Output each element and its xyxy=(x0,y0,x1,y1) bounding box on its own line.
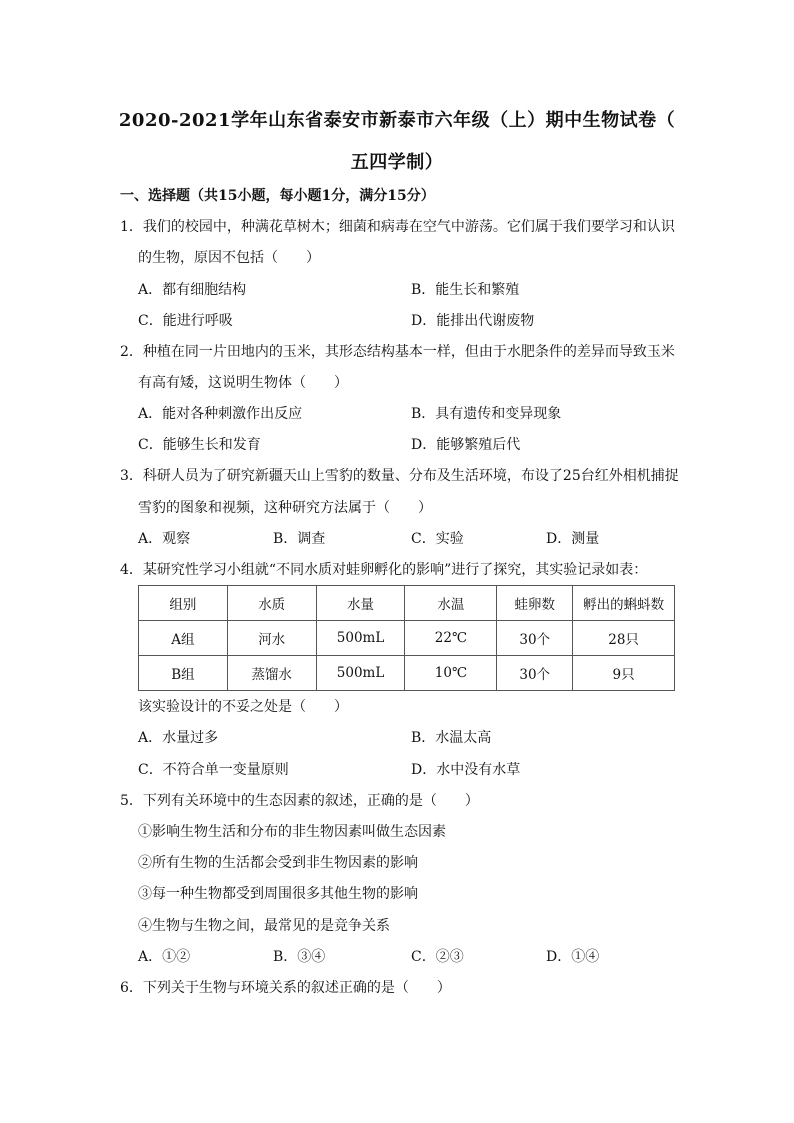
experiment-record-table xyxy=(138,585,675,691)
table-cell: 30个 xyxy=(497,656,573,691)
q1-option-b: B．能生长和繁殖 xyxy=(411,282,520,298)
section-heading: 一、选择题（共15小题，每小题1分，满分15分） xyxy=(120,188,435,204)
q4-option-c: C．不符合单一变量原则 xyxy=(138,762,289,778)
table-header-cell: 孵出的蝌蚪数 xyxy=(573,586,675,621)
table-cell: B组 xyxy=(139,656,228,691)
q1-stem-line1: 1．我们的校园中，种满花草树木；细菌和病毒在空气中游荡。它们属于我们要学习和认识 xyxy=(120,219,675,235)
q4-option-a: A．水量过多 xyxy=(138,730,219,746)
table-cell: 10℃ xyxy=(405,656,497,691)
q1-option-c: C．能进行呼吸 xyxy=(138,313,233,329)
q1-option-d: D．能排出代谢废物 xyxy=(411,313,535,329)
table-header-cell: 蛙卵数 xyxy=(497,586,573,621)
q2-option-d: D．能够繁殖后代 xyxy=(411,437,521,453)
q3-option-d: D．测量 xyxy=(546,531,600,547)
q4-option-b: B．水温太高 xyxy=(411,730,492,746)
table-cell: A组 xyxy=(139,621,228,656)
q1-option-a: A．都有细胞结构 xyxy=(138,282,247,298)
q2-option-a: A．能对各种刺激作出反应 xyxy=(138,406,303,422)
table-cell: 9只 xyxy=(573,656,675,691)
table-header-cell: 水质 xyxy=(227,586,316,621)
q5-option-c: C．②③ xyxy=(411,949,464,965)
table-header-cell: 水温 xyxy=(405,586,497,621)
q3-option-c: C．实验 xyxy=(411,531,464,547)
table-cell: 22℃ xyxy=(405,621,497,656)
table-cell: 河水 xyxy=(227,621,316,656)
q1-stem-line2: 的生物，原因不包括（ ） xyxy=(138,250,320,266)
table-cell: 500mL xyxy=(316,656,405,691)
table-cell: 500mL xyxy=(316,621,405,656)
q5-option-b: B．③④ xyxy=(273,949,326,965)
table-row xyxy=(139,621,675,656)
q4-stem-line1: 4．某研究性学习小组就“不同水质对蛙卵孵化的影响”进行了探究，其实验记录如表： xyxy=(120,562,648,578)
q2-stem-line1: 2．种植在同一片田地内的玉米，其形态结构基本一样，但由于水肥条件的差异而导致玉米 xyxy=(120,344,675,360)
q6-stem: 6．下列关于生物与环境关系的叙述正确的是（ ） xyxy=(120,980,451,996)
table-cell: 蒸馏水 xyxy=(227,656,316,691)
q5-option-a: A．①② xyxy=(138,949,191,965)
q5-stem: 5．下列有关环境中的生态因素的叙述，正确的是（ ） xyxy=(120,793,479,809)
q2-option-c: C．能够生长和发育 xyxy=(138,437,261,453)
exam-title-line1: 2020-2021学年山东省泰安市新泰市六年级（上）期中生物试卷（ xyxy=(118,110,676,131)
q5-statement-3: ③每一种生物都受到周围很多其他生物的影响 xyxy=(138,886,418,902)
table-header-row xyxy=(139,586,675,621)
table-header-cell: 组别 xyxy=(139,586,228,621)
q3-option-a: A．观察 xyxy=(138,531,191,547)
q5-statement-1: ①影响生物生活和分布的非生物因素叫做生态因素 xyxy=(138,824,446,840)
q4-stem-line2: 该实验设计的不妥之处是（ ） xyxy=(138,699,348,715)
q4-option-d: D．水中没有水草 xyxy=(411,762,521,778)
q3-stem-line2: 雪豹的图象和视频，这种研究方法属于（ ） xyxy=(138,500,432,516)
q2-option-b: B．具有遗传和变异现象 xyxy=(411,406,562,422)
q5-option-d: D．①④ xyxy=(546,949,600,965)
table-row xyxy=(139,656,675,691)
q3-stem-line1: 3．科研人员为了研究新疆天山上雪豹的数量、分布及生活环境，布设了25台红外相机捕捉 xyxy=(120,468,679,484)
exam-title-line2: 五四学制） xyxy=(350,152,444,173)
table-header-cell: 水量 xyxy=(316,586,405,621)
table-cell: 30个 xyxy=(497,621,573,656)
table-cell: 28只 xyxy=(573,621,675,656)
q5-statement-4: ④生物与生物之间，最常见的是竞争关系 xyxy=(138,918,390,934)
q3-option-b: B．调查 xyxy=(273,531,326,547)
q2-stem-line2: 有高有矮，这说明生物体（ ） xyxy=(138,375,348,391)
q5-statement-2: ②所有生物的生活都会受到非生物因素的影响 xyxy=(138,855,418,871)
